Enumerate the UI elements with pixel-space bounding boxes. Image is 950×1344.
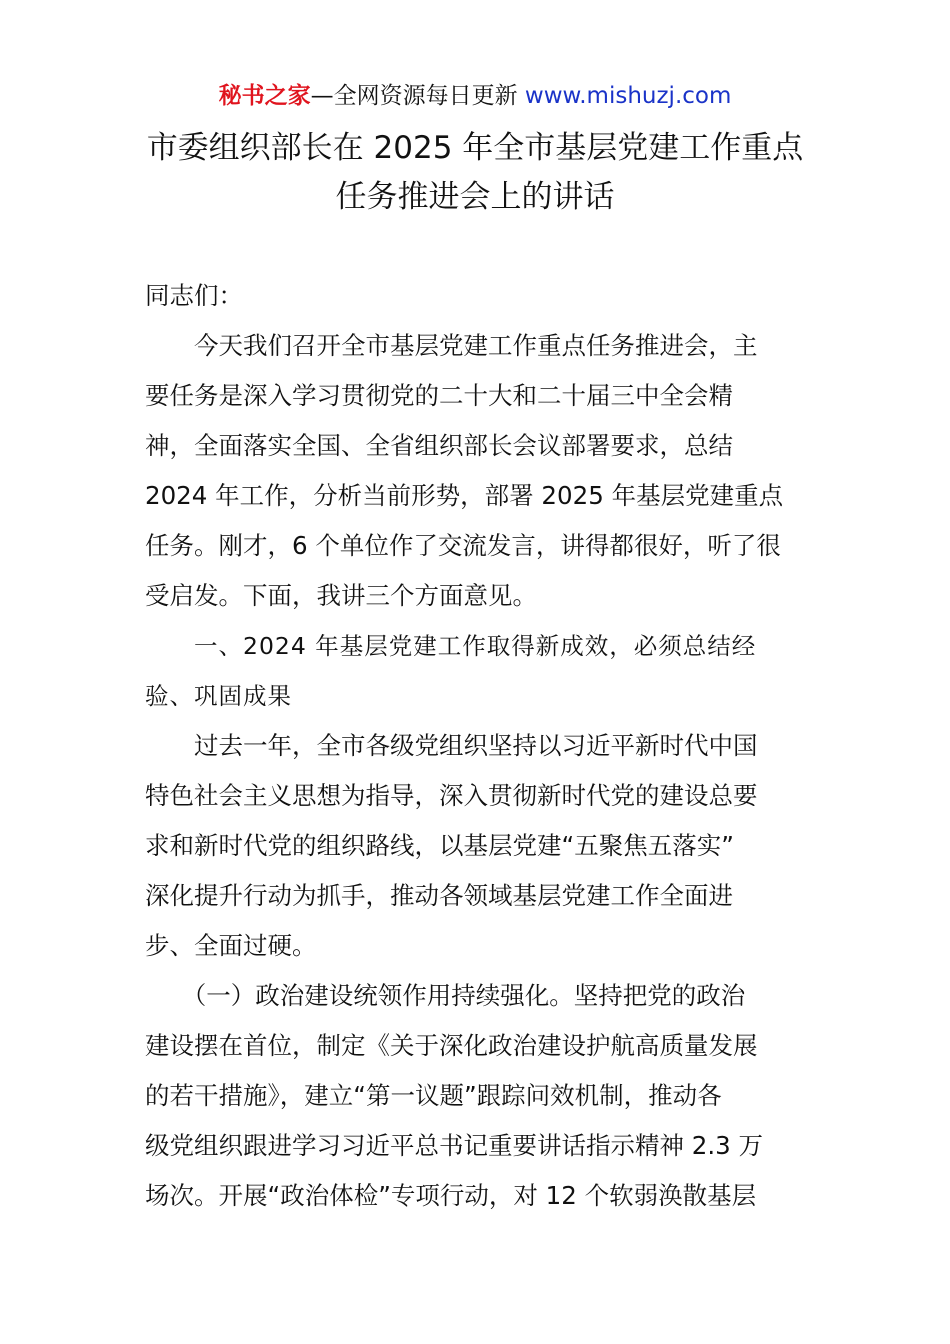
body-line: 任务。刚才，6 个单位作了交流发言，讲得都很好，听了很 <box>145 531 781 560</box>
body-line: 今天我们召开全市基层党建工作重点任务推进会，主 <box>145 331 758 360</box>
site-url-link[interactable]: www.mishuzj.com <box>524 83 732 109</box>
document-title-line-2: 任务推进会上的讲话 <box>335 179 615 215</box>
body-line: 求和新时代党的组织路线，以基层党建“五聚焦五落实” <box>145 831 734 860</box>
body-line: 2024 年工作，分析当前形势，部署 2025 年基层党建重点 <box>145 481 784 510</box>
site-header <box>0 80 950 112</box>
body-line: 特色社会主义思想为指导，深入贯彻新时代党的建设总要 <box>145 781 758 810</box>
body-line: 的若干措施》，建立“第一议题”跟踪问效机制，推动各 <box>145 1081 722 1110</box>
section-heading-line: 验、巩固成果 <box>145 682 292 710</box>
body-line: 神，全面落实全国、全省组织部长会议部署要求，总结 <box>145 431 733 460</box>
body-line: （一）政治建设统领作用持续强化。坚持把党的政治 <box>145 981 746 1010</box>
body-line: 受启发。下面，我讲三个方面意见。 <box>145 581 537 610</box>
body-line: 步、全面过硬。 <box>145 931 317 960</box>
greeting: 同志们： <box>145 281 243 310</box>
header-tagline: —全网资源每日更新 <box>310 83 525 109</box>
body-line: 建设摆在首位，制定《关于深化政治建设护航高质量发展 <box>145 1031 758 1060</box>
body-line: 过去一年，全市各级党组织坚持以习近平新时代中国 <box>145 731 758 760</box>
body-line: 深化提升行动为抓手，推动各领域基层党建工作全面进 <box>145 881 733 910</box>
section-heading-line: 一、2024 年基层党建工作取得新成效，必须总结经 <box>145 632 757 660</box>
document-title-line-1: 市委组织部长在 2025 年全市基层党建工作重点 <box>146 130 804 166</box>
brand-name: 秘书之家 <box>218 83 311 109</box>
body-line: 级党组织跟进学习习近平总书记重要讲话指示精神 2.3 万 <box>145 1131 764 1160</box>
body-line: 要任务是深入学习贯彻党的二十大和二十届三中全会精 <box>145 381 733 410</box>
body-line: 场次。开展“政治体检”专项行动，对 12 个软弱涣散基层 <box>145 1181 757 1210</box>
